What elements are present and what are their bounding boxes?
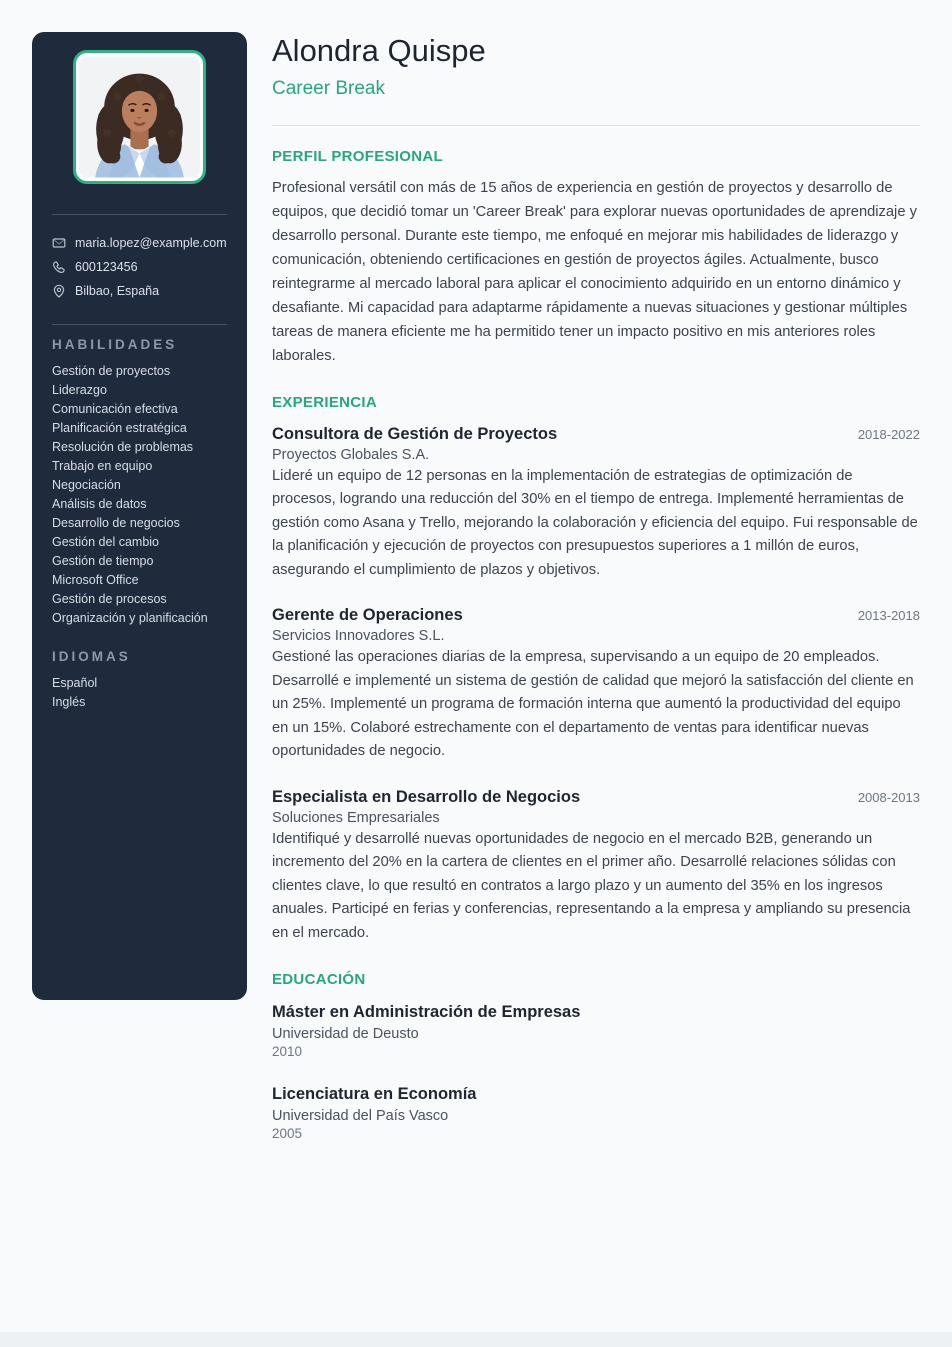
contact-phone bbox=[52, 255, 227, 279]
job-title: Consultora de Gestión de Proyectos bbox=[272, 424, 558, 443]
languages-list bbox=[52, 674, 227, 712]
job-company: Servicios Innovadores S.L. bbox=[272, 628, 445, 645]
job-company: Soluciones Empresariales bbox=[272, 809, 440, 826]
main-content bbox=[272, 0, 920, 1141]
skill-item: Gestión del cambio bbox=[52, 535, 160, 549]
contact-phone-value: 600123456 bbox=[75, 260, 138, 274]
experience-section-heading: EXPERIENCIA bbox=[272, 393, 377, 411]
sidebar-divider-top bbox=[52, 214, 227, 215]
languages-heading: IDIOMAS bbox=[52, 649, 131, 664]
profile-photo-frame bbox=[73, 50, 206, 184]
job-header bbox=[272, 788, 920, 807]
skill-item: Gestión de proyectos bbox=[52, 364, 171, 378]
job-company: Proyectos Globales S.A. bbox=[272, 446, 430, 463]
skill-item: Gestión de tiempo bbox=[52, 554, 154, 568]
job-headline: Career Break bbox=[272, 77, 385, 99]
contact-email-value: maria.lopez@example.com bbox=[75, 236, 227, 250]
job-description: Gestioné las operaciones diarias de la empresa, supervisando a un equipo de 20 empleados. Desarrollé e implementé un sistema de gestión de calidad que mejoró la satisfacción del cliente en un 25%. Implementé un programa de formación interna que aumentó la productividad del equipo en un 15%. Colaboré estrechamente con el departamento de ventas para identificar nuevas oportunidades de negocio. bbox=[272, 649, 914, 760]
job-dates: 2008-2013 bbox=[857, 789, 920, 805]
skill-item: Comunicación efectiva bbox=[52, 402, 178, 416]
location-icon bbox=[52, 284, 66, 298]
email-icon bbox=[52, 236, 66, 250]
skill-item: Resolución de problemas bbox=[52, 440, 194, 454]
job-entry bbox=[272, 788, 920, 946]
job-entry bbox=[272, 606, 920, 764]
job-entry bbox=[272, 425, 920, 583]
education-school: Universidad del País Vasco bbox=[272, 1108, 449, 1125]
education-entry bbox=[272, 1003, 920, 1059]
skill-item: Liderazgo bbox=[52, 383, 107, 397]
header-divider bbox=[272, 125, 920, 126]
section-profile bbox=[272, 148, 920, 368]
job-description: Lideré un equipo de 12 personas en la implementación de estrategias de optimización de procesos, logrando una reducción del 30% en el tiempo de entrega. Implementé herramientas de gestión como Asana y Trello, mejorando la colaboración y eficiencia del equipo. Fui responsable de la planificación y ejecución de proyectos con presupuestos superiores a 1 millón de euros, asegurando el cumplimiento de plazos y objetivos. bbox=[272, 467, 918, 578]
skill-item: Planificación estratégica bbox=[52, 421, 187, 435]
education-section-heading: EDUCACIÓN bbox=[272, 971, 366, 989]
language-item: Español bbox=[52, 676, 98, 690]
skill-item: Gestión de procesos bbox=[52, 592, 167, 606]
education-degree: Licenciatura en Economía bbox=[272, 1085, 477, 1104]
profile-photo bbox=[79, 56, 200, 178]
section-education bbox=[272, 971, 920, 1141]
skill-item: Organización y planificación bbox=[52, 611, 208, 625]
contact-email bbox=[52, 231, 227, 255]
skills-heading: HABILIDADES bbox=[52, 337, 178, 352]
education-year: 2010 bbox=[272, 1044, 303, 1060]
sidebar bbox=[32, 32, 247, 1000]
skill-item: Microsoft Office bbox=[52, 573, 139, 587]
education-degree: Máster en Administración de Empresas bbox=[272, 1003, 581, 1022]
skill-item: Desarrollo de negocios bbox=[52, 516, 180, 530]
job-dates: 2018-2022 bbox=[857, 426, 920, 442]
page-title: Alondra Quispe bbox=[272, 33, 486, 68]
contact-location bbox=[52, 279, 227, 303]
language-item: Inglés bbox=[52, 695, 86, 709]
profile-text: Profesional versátil con más de 15 años de experiencia en gestión de proyectos y desarrollo de equipos, que decidió tomar un 'Career Break' para explorar nuevas oportunidades de aprendizaje y desarrollo personal. Durante este tiempo, me enfoqué en mejorar mis habilidades de liderazgo y comunicación, obteniendo certificaciones en gestión de proyectos ágiles. Actualmente, busco reintegrarme al mercado laboral para aplicar el conocimiento adquirido en un entorno dinámico y desafiante. Mi capacidad para adaptarme rápidamente a nuevas situaciones y gestionar múltiples tareas de manera eficiente me ha permitido tener un impacto positivo en mis anteriores roles laborales. bbox=[272, 179, 917, 364]
job-description: Identifiqué y desarrollé nuevas oportunidades de negocio en el mercado B2B, generando un incremento del 20% en la cartera de clientes en el primer año. Desarrollé relaciones sólidas con clientes clave, lo que resultó en contratos a largo plazo y un aumento del 35% en los ingresos anuales. Participé en ferias y conferencias, representando a la empresa y ampliando su presencia en el mercado. bbox=[272, 830, 911, 941]
education-year: 2005 bbox=[272, 1126, 303, 1142]
sidebar-divider-skills bbox=[52, 324, 227, 325]
education-school: Universidad de Deusto bbox=[272, 1026, 419, 1043]
contact-list bbox=[52, 231, 227, 303]
phone-icon bbox=[52, 260, 66, 274]
skills-list bbox=[52, 362, 227, 628]
job-dates: 2013-2018 bbox=[857, 608, 920, 624]
skill-item: Análisis de datos bbox=[52, 497, 147, 511]
job-header bbox=[272, 606, 920, 625]
job-title: Gerente de Operaciones bbox=[272, 606, 463, 625]
education-entry bbox=[272, 1085, 920, 1141]
job-header bbox=[272, 425, 920, 444]
page-bottom-edge bbox=[0, 1332, 952, 1347]
job-title: Especialista en Desarrollo de Negocios bbox=[272, 787, 581, 806]
skill-item: Trabajo en equipo bbox=[52, 459, 153, 473]
skill-item: Negociación bbox=[52, 478, 121, 492]
section-experience bbox=[272, 394, 920, 946]
profile-section-heading: PERFIL PROFESIONAL bbox=[272, 147, 443, 165]
contact-location-value: Bilbao, España bbox=[75, 284, 160, 298]
